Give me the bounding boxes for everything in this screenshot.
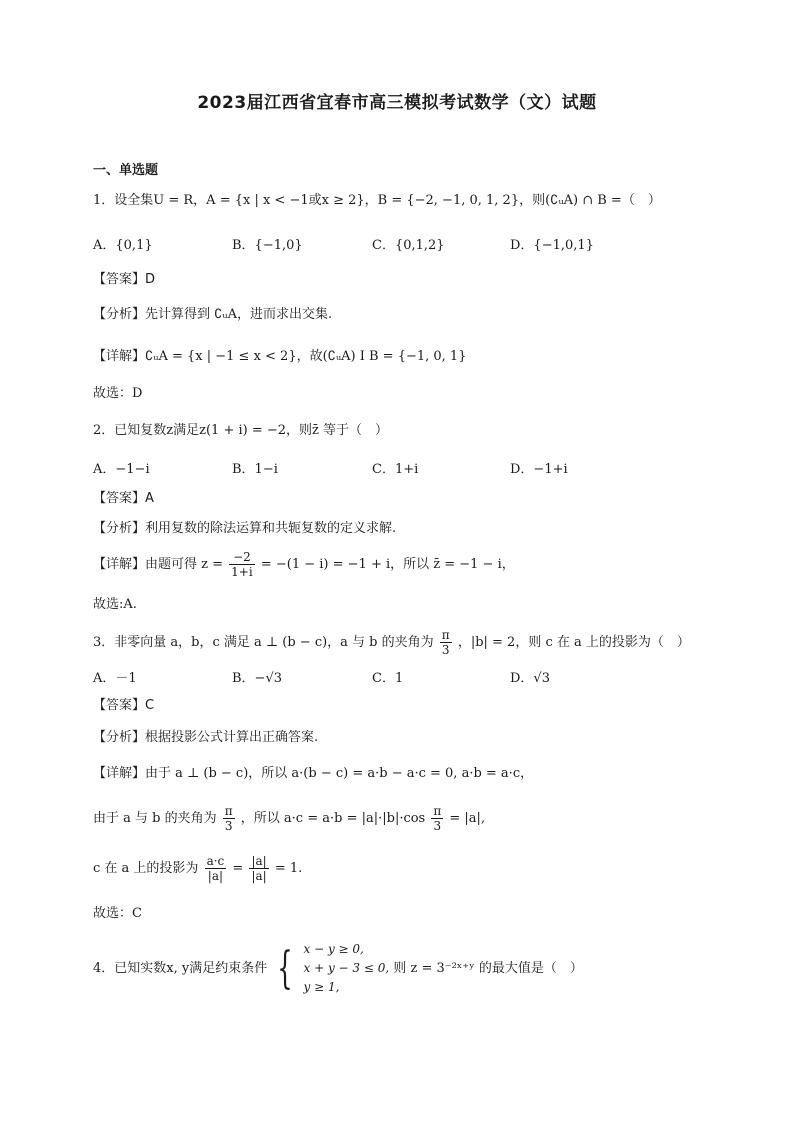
q1-option-a: A．{0,1}: [93, 238, 153, 253]
q3-answer: 【答案】C: [93, 698, 155, 713]
q1-option-d: D．{−1,0,1}: [510, 238, 594, 253]
q3-option-d: D．√3: [510, 671, 550, 686]
q3-detail2-fraction-2: [431, 804, 443, 833]
q3-detail3-part-b: =: [232, 861, 244, 876]
q4-constraint-2: x + y − 3 ≤ 0,: [303, 961, 390, 975]
q3-option-a: A．－1: [93, 671, 137, 686]
q3-detail3-frac1-num: a·c: [206, 854, 225, 868]
q3-detail2-fraction-1: [223, 804, 235, 833]
q3-detail3-fraction-1: [205, 854, 227, 883]
q2-option-a: A．−1−i: [93, 462, 150, 477]
page-title: 2023届江西省宜春市高三模拟考试数学（文）试题: [197, 93, 597, 113]
q2-analysis: 【分析】利用复数的除法运算和共轭复数的定义求解.: [93, 521, 397, 536]
q3-detail2-part-b: ，所以 a·c = a·b = |a|·|b|·cos: [240, 811, 426, 826]
q2-option-b: B．1−i: [232, 462, 278, 477]
q3-detail-line-2: [93, 804, 485, 833]
q1-option-c: C．{0,1,2}: [372, 238, 445, 253]
q2-fraction-denominator: 1+i: [231, 565, 253, 579]
q4-constraint-1: x − y ≥ 0,: [303, 942, 364, 956]
q3-detail3-frac1-den: |a|: [207, 869, 224, 883]
q3-detail-line-3: [93, 854, 302, 883]
section-heading: 一、单选题: [93, 163, 159, 178]
q4-constraint-system: [304, 940, 390, 997]
q3-choice: 故选：C: [93, 906, 142, 921]
q3-detail3-part-a: c 在 a 上的投影为: [93, 861, 199, 876]
question-1-stem: 1．设全集U = R，A = {x | x < −1或x ≥ 2}，B = {−2, −1, 0, 1, 2}，则(∁ᵤA) ∩ B =（ ）: [93, 193, 661, 208]
question-4-stem: [93, 940, 583, 997]
q3-detail3-part-c: = 1.: [274, 861, 303, 876]
q3-detail2-frac1-num: π: [224, 804, 233, 818]
q3-detail2-frac1-den: 3: [224, 819, 233, 833]
q4-stem-part-b: 则 z = 3⁻²ˣ⁺ʸ 的最大值是（ ）: [393, 961, 583, 976]
q3-analysis: 【分析】根据投影公式计算出正确答案.: [93, 730, 319, 745]
q3-stem-part-b: ，|b| = 2，则 c 在 a 上的投影为（ ）: [457, 635, 690, 650]
q2-detail-eq-right: = −(1 − i) = −1 + i，所以 z̄ = −1 − i，: [260, 557, 515, 572]
q1-answer: 【答案】D: [93, 272, 156, 287]
q3-detail2-part-c: = |a|,: [449, 811, 486, 826]
q2-fraction-numerator: −2: [229, 550, 255, 565]
q3-stem-part-a: 3．非零向量 a，b，c 满足 a ⊥ (b − c)，a 与 b 的夹角为: [93, 635, 434, 650]
q3-detail3-frac2-num: |a|: [251, 854, 267, 868]
question-3-stem: [93, 628, 690, 657]
q2-detail: [93, 550, 515, 579]
q2-option-c: C．1+i: [372, 462, 419, 477]
q2-detail-eq-left: z =: [201, 557, 224, 572]
q1-detail: 【详解】∁ᵤA = {x | −1 ≤ x < 2}，故(∁ᵤA) I B = {−1, 0, 1}: [93, 349, 467, 364]
q1-choice: 故选：D: [93, 386, 143, 401]
q3-option-b: B．−√3: [232, 671, 283, 686]
q3-detail-line-1: 【详解】由于 a ⊥ (b − c)，所以 a·(b − c) = a·b − a·c = 0, a·b = a·c，: [93, 766, 534, 781]
q3-option-c: C．1: [372, 671, 404, 686]
q2-detail-fraction: [229, 550, 255, 579]
q3-detail2-frac2-num: π: [433, 804, 442, 818]
question-2-stem: 2．已知复数z满足z(1 + i) = −2，则z̄ 等于（ ）: [93, 423, 389, 438]
q1-analysis: 【分析】先计算得到 ∁ᵤA，进而求出交集.: [93, 307, 333, 322]
q3-detail2-part-a: 由于 a 与 b 的夹角为: [93, 811, 217, 826]
q1-option-b: B．{−1,0}: [232, 238, 303, 253]
q2-answer: 【答案】A: [93, 491, 154, 506]
q4-constraint-3: y ≥ 1,: [303, 980, 340, 994]
q3-stem-frac-den: 3: [441, 643, 450, 657]
left-brace: {: [277, 942, 294, 994]
q3-detail3-fraction-2: [249, 854, 268, 883]
q4-stem-part-a: 4．已知实数x, y满足约束条件: [93, 961, 268, 976]
q2-choice: 故选:A.: [93, 597, 137, 612]
q2-option-d: D．−1+i: [510, 462, 568, 477]
q3-detail2-frac2-den: 3: [433, 819, 442, 833]
q2-detail-prefix: 【详解】由题可得: [93, 557, 198, 572]
q3-stem-fraction: [440, 628, 452, 657]
q3-detail3-frac2-den: |a|: [251, 869, 267, 883]
q3-stem-frac-num: π: [441, 628, 450, 642]
